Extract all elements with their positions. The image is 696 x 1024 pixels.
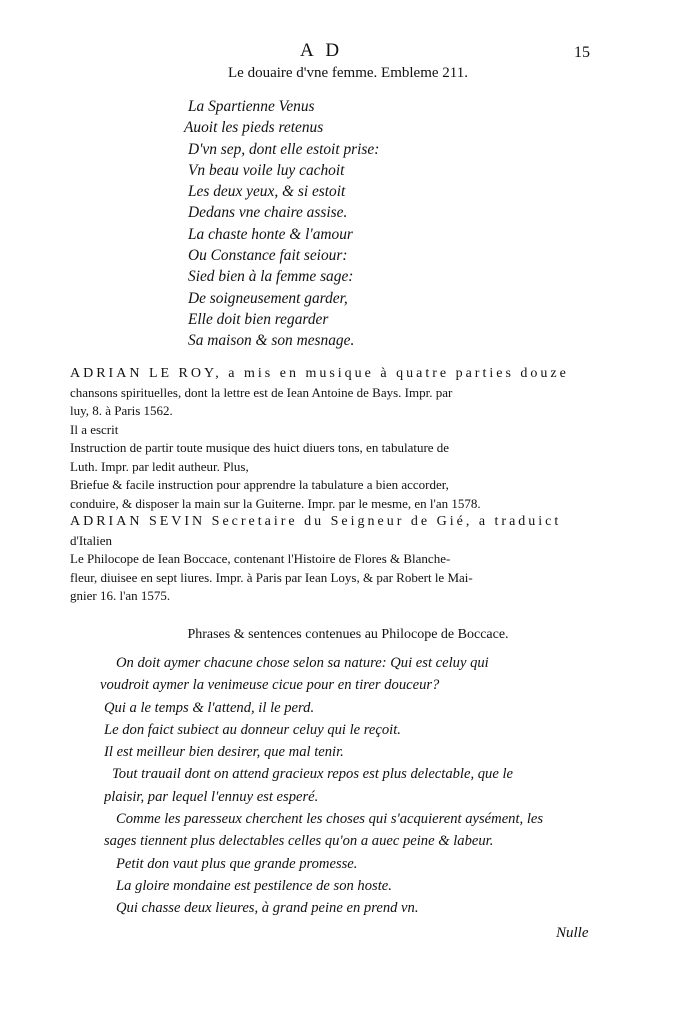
prose-line: conduire, & disposer la main sur la Guiterne. Impr. par le mesme, en l'an 1578. [70, 495, 481, 511]
phrase-line: Comme les paresseux cherchent les choses qui s'acquierent aysément, les [116, 811, 544, 828]
poem-stanza [184, 96, 380, 352]
prose-line: chansons spirituelles, dont la lettre est de Iean Antoine de Bays. Impr. par [70, 384, 453, 400]
poem-line: De soigneusement garder, [188, 289, 348, 307]
prose-line: Instruction de partir toute musique des huict diuers tons, en tabulature de [70, 440, 450, 455]
poem-line: Elle doit bien regarder [188, 310, 329, 328]
prose-line: Luth. Impr. par ledit autheur. Plus, [70, 458, 249, 474]
poem-line: La Spartienne Venus [188, 98, 315, 115]
phrase-line: voudroit aymer la venimeuse cicue pour en tirer douceur? [100, 677, 440, 694]
prose-line: gnier 16. l'an 1575. [70, 588, 171, 603]
phrase-line: Qui chasse deux lieures, à grand peine en prend vn. [116, 900, 419, 917]
phrases-list [100, 652, 609, 920]
phrase-line: Petit don vaut plus que grande promesse. [116, 855, 358, 872]
prose-line: Briefue & facile instruction pour apprendre la tabulature a bien accorder, [70, 477, 449, 492]
emblem-title: Le douaire d'vne femme. Embleme 211. [228, 65, 468, 81]
poem-line: Sa maison & son mesnage. [188, 332, 355, 350]
phrase-line: Tout trauail dont on attend gracieux repos est plus delectable, que le [112, 766, 514, 783]
poem-line: Auoit les pieds retenus [184, 119, 324, 137]
poem-line: Sied bien à la femme sage: [188, 268, 354, 286]
prose-line: Il a escrit [70, 421, 119, 437]
prose-line: Le Philocope de Iean Boccace, contenant l'Histoire de Flores & Blanche- [70, 551, 451, 566]
poem-line: La chaste honte & l'amour [188, 225, 353, 243]
poem-line: Dedans vne chaire assise. [188, 204, 348, 222]
phrase-line: Qui a le temps & l'attend, il le perd. [104, 699, 315, 716]
entry-heading-adrian-sevin: ADRIAN SEVIN Secretaire du Seigneur de Gié, a traduict [70, 514, 562, 529]
phrase-line: plaisir, par lequel l'ennuy est esperé. [104, 788, 319, 805]
bibliography-entries [70, 365, 610, 606]
poem-line: Les deux yeux, & si estoit [188, 183, 346, 201]
poem-line: Vn beau voile luy cachoit [188, 161, 345, 179]
page-number: 15 [574, 44, 590, 61]
phrase-line: Le don faict subiect au donneur celuy qui le reçoit. [104, 721, 401, 738]
running-head-letters: A D [300, 40, 344, 61]
phrase-line: On doit aymer chacune chose selon sa nature: Qui est celuy qui [116, 655, 489, 671]
poem-line: D'vn sep, dont elle estoit prise: [188, 140, 380, 158]
phrase-line: La gloire mondaine est pestilence de son hoste. [116, 877, 392, 894]
poem-line: Ou Constance fait seiour: [188, 247, 348, 265]
phrase-line: sages tiennent plus delectables celles qu'on a auec peine & labeur. [104, 833, 494, 850]
prose-line: fleur, diuisee en sept liures. Impr. à Paris par Iean Loys, & par Robert le Mai- [70, 569, 473, 585]
prose-line: luy, 8. à Paris 1562. [70, 403, 173, 418]
phrase-line: Il est meilleur bien desirer, que mal tenir. [104, 744, 344, 761]
prose-line: d'Italien [70, 532, 113, 548]
section-heading: Phrases & sentences contenues au Philocope de Boccace. [187, 627, 509, 642]
entry-heading-adrian-le-roy: ADRIAN LE ROY, a mis en musique à quatre parties douze [70, 366, 569, 381]
catchword: Nulle [556, 925, 589, 941]
